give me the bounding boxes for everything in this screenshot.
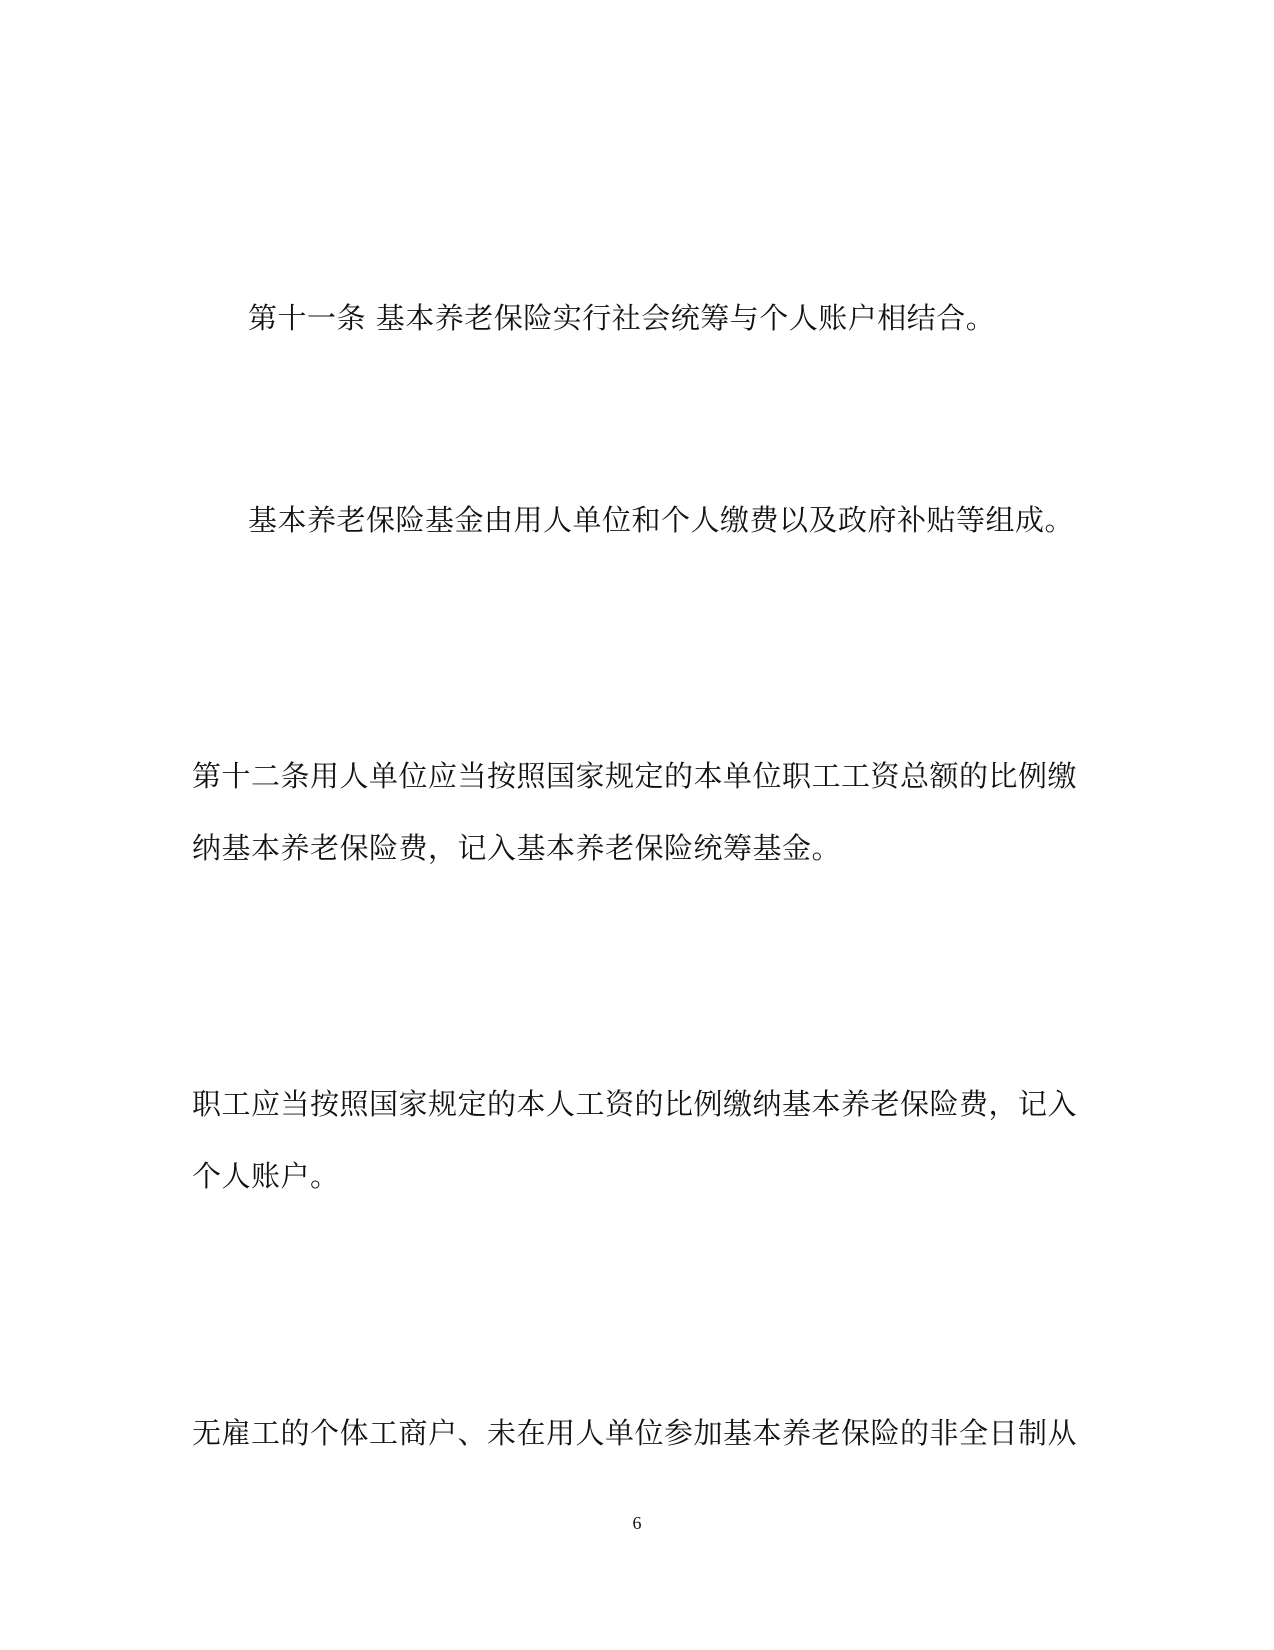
paragraph-employee-contribution-line-1: 职工应当按照国家规定的本人工资的比例缴纳基本养老保险费，记入 [192, 1087, 1078, 1121]
paragraph-article-11: 第十一条 基本养老保险实行社会统筹与个人账户相结合。 [248, 301, 996, 335]
paragraph-fund-composition: 基本养老保险基金由用人单位和个人缴费以及政府补贴等组成。 [248, 503, 1075, 537]
paragraph-employee-contribution-line-2: 个人账户。 [192, 1159, 340, 1193]
page-number: 6 [632, 1513, 642, 1533]
paragraph-article-12-line-1: 第十二条用人单位应当按照国家规定的本单位职工工资总额的比例缴 [192, 759, 1078, 793]
paragraph-self-employed-line-1: 无雇工的个体工商户、未在用人单位参加基本养老保险的非全日制从 [192, 1416, 1078, 1450]
paragraph-article-12-line-2: 纳基本养老保险费，记入基本养老保险统筹基金。 [192, 831, 842, 865]
